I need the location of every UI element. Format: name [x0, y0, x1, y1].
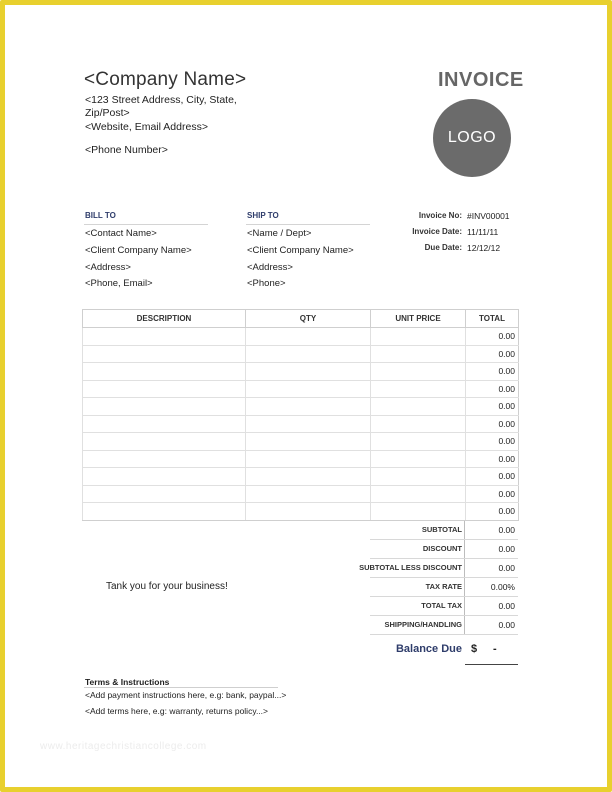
description-cell[interactable] [83, 468, 246, 486]
subtotal-less-discount-label: SUBTOTAL LESS DISCOUNT [359, 563, 462, 572]
description-cell[interactable] [83, 345, 246, 363]
balance-currency: $ [471, 643, 478, 655]
table-row [83, 485, 519, 503]
header-total: TOTAL [466, 310, 519, 328]
total-tax-label: TOTAL TAX [421, 601, 462, 610]
table-header-row [83, 310, 519, 328]
payment-instructions: <Add payment instructions here, e.g: bank, paypal...> [85, 690, 287, 700]
ship-to-heading: SHIP TO [247, 211, 279, 220]
table-row [83, 450, 519, 468]
description-cell[interactable] [83, 450, 246, 468]
total-cell: 0.00 [466, 398, 519, 416]
unit-price-cell[interactable] [371, 380, 466, 398]
balance-due-label: Balance Due [395, 643, 462, 655]
description-cell[interactable] [83, 503, 246, 521]
bill-to-phone: <Phone, Email> [85, 278, 153, 289]
summary-rule [370, 539, 518, 540]
bill-to-address: <Address> [85, 262, 131, 273]
balance-due-value: - [493, 643, 497, 655]
discount-value[interactable]: 0.00 [498, 544, 515, 554]
logo-placeholder [433, 99, 511, 177]
bill-to-company: <Client Company Name> [85, 245, 192, 256]
total-cell: 0.00 [466, 433, 519, 451]
unit-price-cell[interactable] [371, 398, 466, 416]
qty-cell[interactable] [246, 485, 371, 503]
description-cell[interactable] [83, 398, 246, 416]
tax-rate-label: TAX RATE [425, 582, 462, 591]
invoice-date-value: 11/11/11 [467, 227, 499, 237]
total-cell: 0.00 [466, 380, 519, 398]
qty-cell[interactable] [246, 468, 371, 486]
qty-cell[interactable] [246, 503, 371, 521]
due-date-value: 12/12/12 [467, 243, 501, 253]
bill-to-rule [84, 224, 208, 225]
table-row [83, 398, 519, 416]
ship-to-name: <Name / Dept> [247, 228, 312, 239]
header-unit-price: UNIT PRICE [371, 310, 466, 328]
thank-you-note: Tank you for your business! [106, 581, 228, 592]
unit-price-cell[interactable] [371, 363, 466, 381]
items-table [82, 309, 519, 521]
table-row [83, 468, 519, 486]
summary-rule [370, 615, 518, 616]
qty-cell[interactable] [246, 415, 371, 433]
table-row [83, 433, 519, 451]
description-cell[interactable] [83, 328, 246, 346]
description-cell[interactable] [83, 415, 246, 433]
total-tax-value: 0.00 [498, 601, 515, 611]
subtotal-less-discount-value: 0.00 [498, 563, 515, 573]
total-cell: 0.00 [466, 503, 519, 521]
ship-to-address: <Address> [247, 262, 293, 273]
qty-cell[interactable] [246, 450, 371, 468]
qty-cell[interactable] [246, 380, 371, 398]
table-row [83, 328, 519, 346]
terms-rule [84, 687, 278, 688]
company-web: <Website, Email Address> [85, 121, 208, 133]
total-cell: 0.00 [466, 415, 519, 433]
description-cell[interactable] [83, 363, 246, 381]
total-cell: 0.00 [466, 328, 519, 346]
ship-to-company: <Client Company Name> [247, 245, 354, 256]
total-cell: 0.00 [466, 450, 519, 468]
invoice-number-value: #INV00001 [467, 211, 510, 221]
ship-to-rule [246, 224, 370, 225]
total-cell: 0.00 [466, 345, 519, 363]
unit-price-cell[interactable] [371, 345, 466, 363]
table-row [83, 503, 519, 521]
unit-price-cell[interactable] [371, 450, 466, 468]
unit-price-cell[interactable] [371, 503, 466, 521]
total-cell: 0.00 [466, 468, 519, 486]
table-row [83, 415, 519, 433]
summary-rule [370, 634, 518, 635]
unit-price-cell[interactable] [371, 485, 466, 503]
ship-to-phone: <Phone> [247, 278, 286, 289]
total-cell: 0.00 [466, 363, 519, 381]
table-row [83, 345, 519, 363]
company-name: <Company Name> [84, 69, 247, 90]
header-qty: QTY [246, 310, 371, 328]
terms-title: Terms & Instructions [85, 677, 170, 687]
shipping-handling-value[interactable]: 0.00 [498, 620, 515, 630]
bill-to-heading: BILL TO [85, 211, 116, 220]
table-row [83, 363, 519, 381]
qty-cell[interactable] [246, 433, 371, 451]
watermark: www.heritagechristiancollege.com [40, 741, 207, 752]
table-row [83, 380, 519, 398]
qty-cell[interactable] [246, 363, 371, 381]
summary-rule [370, 596, 518, 597]
invoice-number-label: Invoice No: [418, 211, 462, 220]
company-address: <123 Street Address, City, State, Zip/Post> [85, 94, 237, 119]
tax-rate-value[interactable]: 0.00% [490, 582, 515, 592]
unit-price-cell[interactable] [371, 415, 466, 433]
unit-price-cell[interactable] [371, 433, 466, 451]
bill-to-contact: <Contact Name> [85, 228, 157, 239]
total-cell: 0.00 [466, 485, 519, 503]
summary-rule [370, 558, 518, 559]
invoice-title: INVOICE [438, 69, 524, 91]
subtotal-label: SUBTOTAL [421, 525, 462, 534]
shipping-handling-label: SHIPPING/HANDLING [384, 620, 462, 629]
qty-cell[interactable] [246, 398, 371, 416]
subtotal-value: 0.00 [498, 525, 515, 535]
invoice-date-label: Invoice Date: [412, 227, 462, 236]
due-date-label: Due Date: [424, 243, 462, 252]
qty-cell[interactable] [246, 345, 371, 363]
summary-rule [370, 577, 518, 578]
unit-price-cell[interactable] [371, 328, 466, 346]
description-cell[interactable] [83, 433, 246, 451]
header-description: DESCRIPTION [83, 310, 246, 328]
balance-rule [465, 664, 518, 665]
description-cell[interactable] [83, 485, 246, 503]
terms-text: <Add terms here, e.g: warranty, returns policy...> [85, 706, 268, 716]
logo-label: LOGO [447, 129, 497, 146]
company-phone: <Phone Number> [85, 144, 168, 156]
unit-price-cell[interactable] [371, 468, 466, 486]
qty-cell[interactable] [246, 328, 371, 346]
discount-label: DISCOUNT [422, 544, 462, 553]
description-cell[interactable] [83, 380, 246, 398]
